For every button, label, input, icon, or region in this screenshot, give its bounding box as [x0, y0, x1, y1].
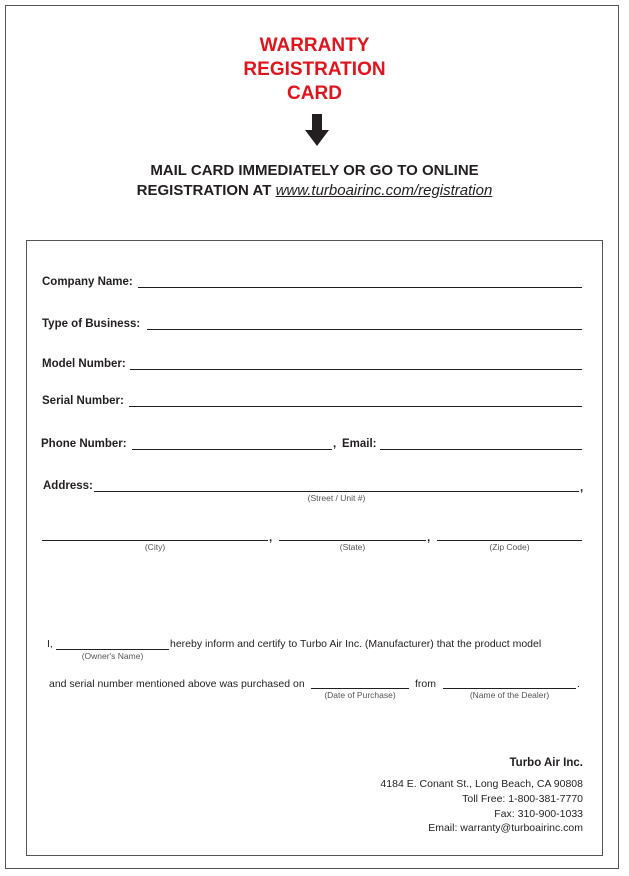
- company-address: 4184 E. Conant St., Long Beach, CA 90808: [380, 778, 583, 790]
- title-line-3: CARD: [287, 83, 342, 104]
- mail-instruction-line-2: [0, 181, 629, 201]
- city-field[interactable]: [42, 540, 268, 541]
- city-comma: ,: [269, 532, 273, 544]
- title-line-2: REGISTRATION: [243, 59, 386, 80]
- company-fax: Fax: 310-900-1033: [494, 808, 583, 820]
- company-toll-free: Toll Free: 1-800-381-7770: [462, 793, 583, 805]
- serial-number-field[interactable]: [129, 406, 582, 407]
- state-comma: ,: [427, 532, 431, 544]
- type-of-business-label: Type of Business:: [42, 318, 141, 330]
- address-label: Address:: [43, 480, 93, 492]
- dealer-name-hint: (Name of the Dealer): [469, 690, 550, 700]
- company-email: Email: warranty@turboairinc.com: [428, 822, 583, 834]
- dealer-name-field[interactable]: [443, 688, 576, 689]
- mail-instruction-prefix: REGISTRATION AT: [136, 182, 276, 199]
- street-hint: (Street / Unit #): [307, 493, 366, 503]
- certification-statement: hereby inform and certify to Turbo Air Inc. (Manufacturer) that the product model: [170, 638, 542, 650]
- mail-instruction-line-1: MAIL CARD IMMEDIATELY OR GO TO ONLINE: [150, 162, 479, 179]
- from-text: from: [415, 678, 436, 690]
- company-name-label: Company Name:: [42, 276, 133, 288]
- serial-number-label: Serial Number:: [42, 395, 124, 407]
- phone-number-field[interactable]: [132, 449, 332, 450]
- zip-code-hint: (Zip Code): [489, 542, 530, 552]
- model-number-field[interactable]: [130, 369, 582, 370]
- certification-prefix: I,: [47, 638, 53, 650]
- street-field[interactable]: [94, 491, 579, 492]
- date-of-purchase-hint: (Date of Purchase): [324, 690, 396, 700]
- owner-name-hint: (Owner's Name): [81, 651, 144, 661]
- email-label: Email:: [342, 438, 377, 450]
- phone-email-comma: ,: [333, 438, 337, 450]
- owner-name-field[interactable]: [56, 649, 169, 650]
- registration-url-link[interactable]: www.turboairinc.com/registration: [275, 182, 493, 199]
- date-of-purchase-field[interactable]: [311, 688, 409, 689]
- company-name-field[interactable]: [138, 287, 582, 288]
- state-hint: (State): [339, 542, 366, 552]
- type-of-business-field[interactable]: [147, 329, 582, 330]
- state-field[interactable]: [279, 540, 426, 541]
- email-field[interactable]: [380, 449, 582, 450]
- title-line-1: WARRANTY: [259, 35, 370, 56]
- city-hint: (City): [144, 542, 166, 552]
- address-comma: ,: [580, 482, 584, 494]
- certification-period: .: [577, 678, 580, 690]
- model-number-label: Model Number:: [42, 358, 126, 370]
- phone-number-label: Phone Number:: [41, 438, 127, 450]
- arrow-down-icon: [305, 114, 329, 146]
- zip-code-field[interactable]: [437, 540, 582, 541]
- purchase-statement: and serial number mentioned above was purchased on: [49, 678, 305, 690]
- company-name: Turbo Air Inc.: [509, 757, 583, 769]
